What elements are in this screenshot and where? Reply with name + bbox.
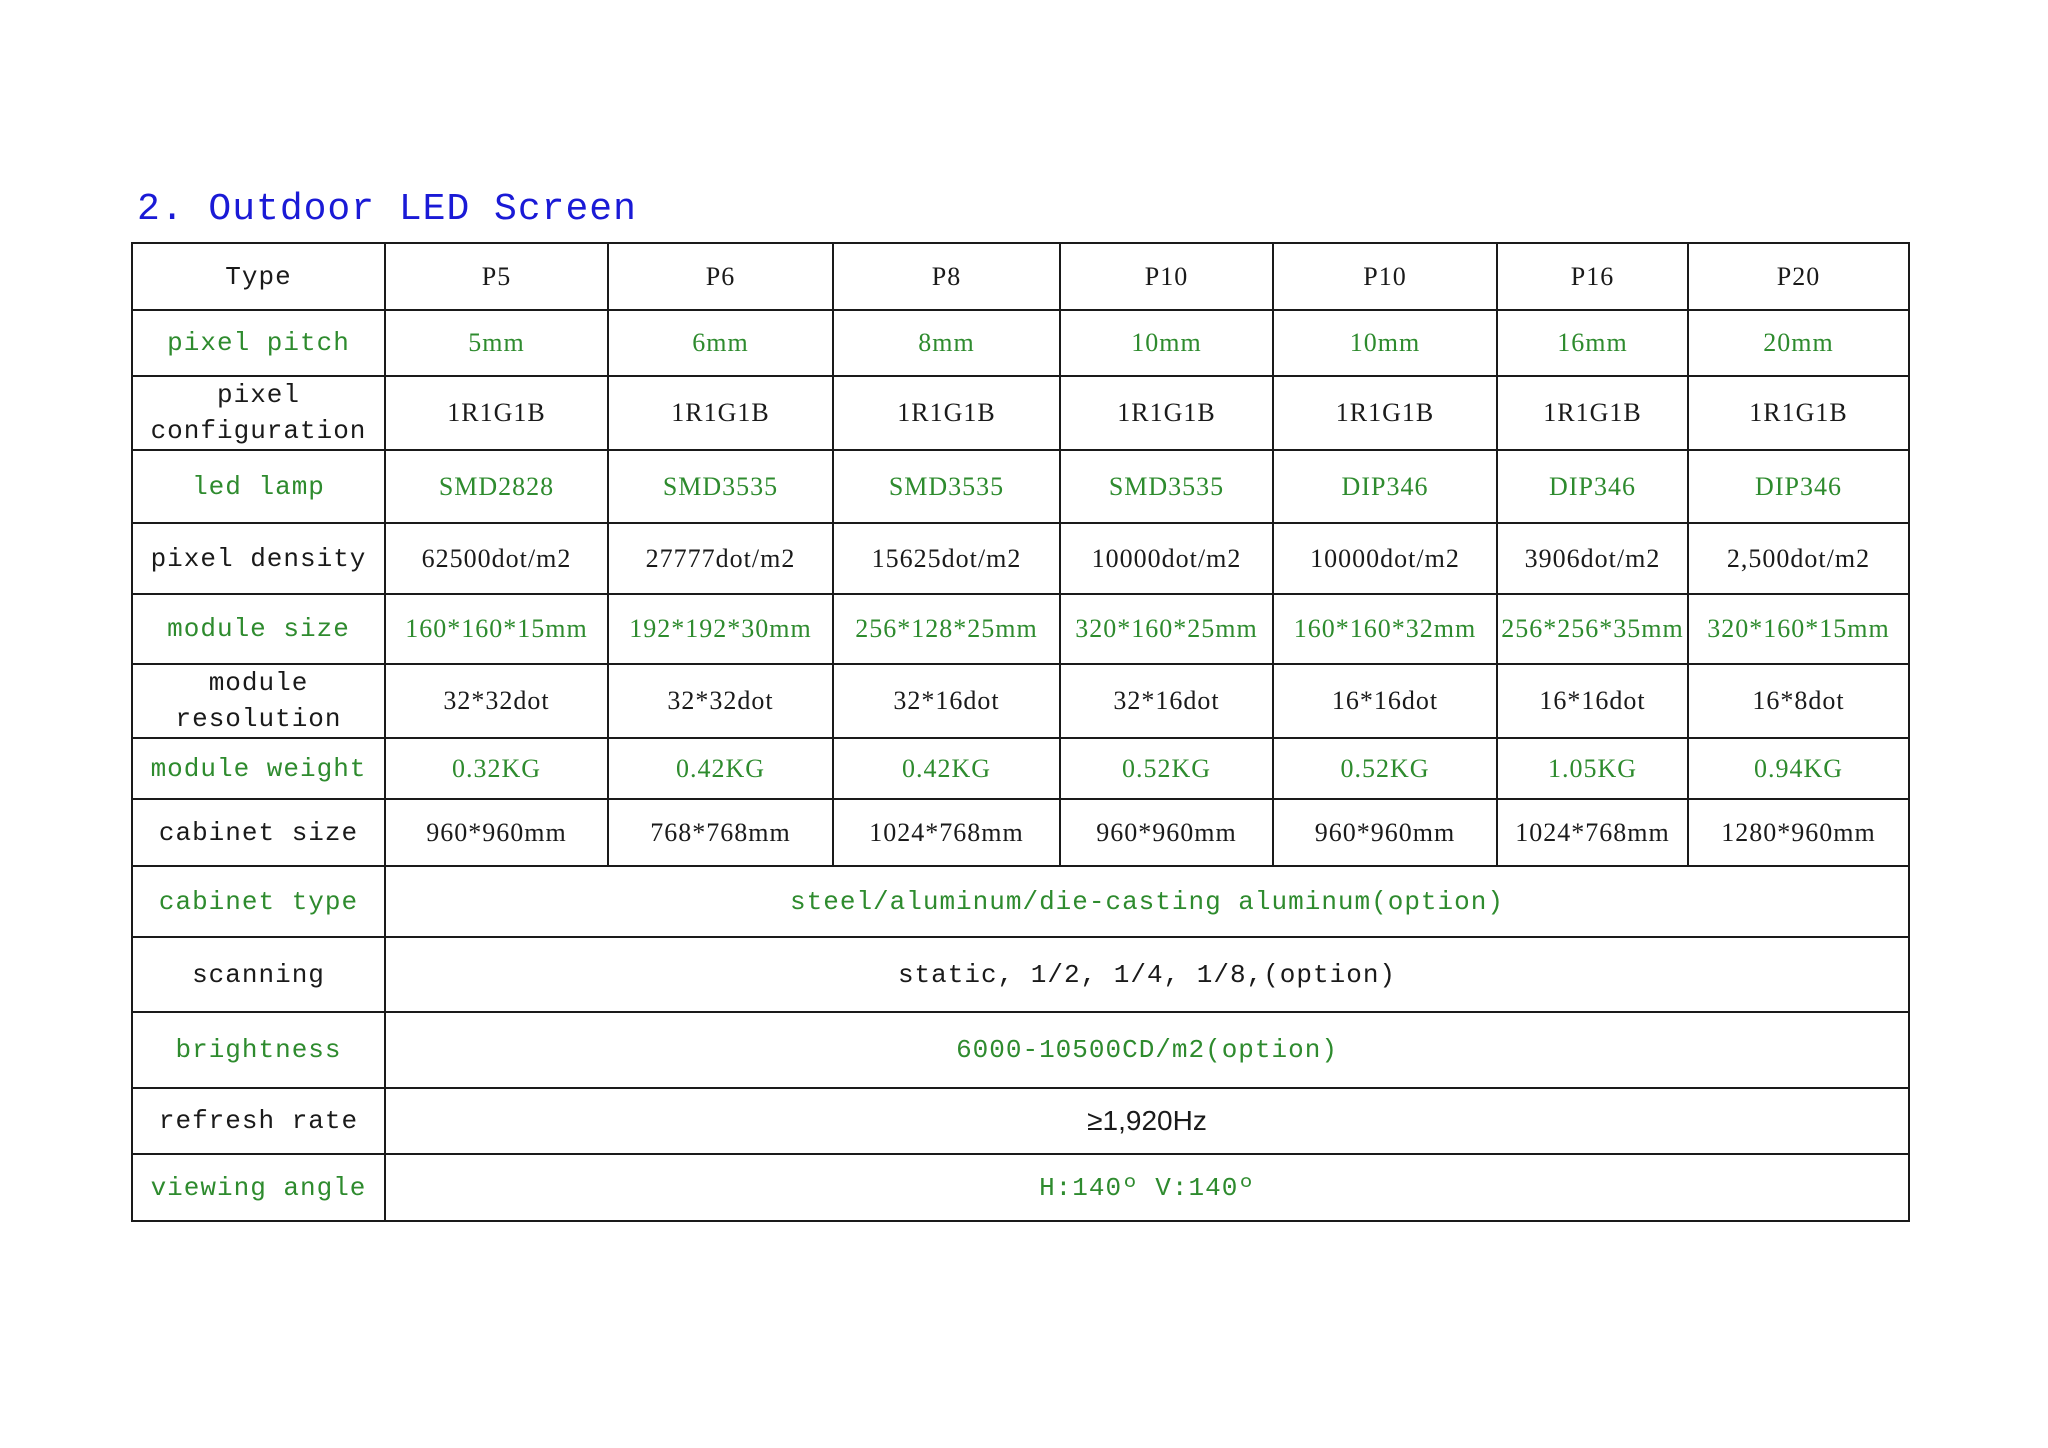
cell-module-weight: 0.52KG: [1273, 738, 1497, 799]
cell-module-resolution: 16*8dot: [1688, 664, 1909, 738]
cell-pixel-configuration: 1R1G1B: [385, 376, 608, 450]
row-label: module resolution: [132, 664, 385, 738]
cell-pixel-pitch: 6mm: [608, 310, 833, 376]
cell-module-size: 256*256*35mm: [1497, 594, 1688, 664]
row-label: viewing angle: [132, 1154, 385, 1221]
cell-type: P10: [1273, 243, 1497, 310]
cell-pixel-configuration: 1R1G1B: [1273, 376, 1497, 450]
cell-cabinet-size: 960*960mm: [385, 799, 608, 866]
cell-pixel-pitch: 8mm: [833, 310, 1060, 376]
cell-pixel-density: 10000dot/m2: [1273, 523, 1497, 594]
row-scanning: [132, 937, 1909, 1012]
cell-type: P16: [1497, 243, 1688, 310]
cell-led-lamp: SMD2828: [385, 450, 608, 523]
cell-refresh-rate: ≥1,920Hz: [385, 1088, 1909, 1154]
cell-module-resolution: 16*16dot: [1497, 664, 1688, 738]
row-pixel-density: [132, 523, 1909, 594]
row-refresh-rate: [132, 1088, 1909, 1154]
cell-led-lamp: SMD3535: [608, 450, 833, 523]
cell-led-lamp: SMD3535: [833, 450, 1060, 523]
cell-pixel-density: 3906dot/m2: [1497, 523, 1688, 594]
row-brightness: [132, 1012, 1909, 1088]
row-label: module weight: [132, 738, 385, 799]
cell-type: P5: [385, 243, 608, 310]
row-label: module size: [132, 594, 385, 664]
cell-module-size: 256*128*25mm: [833, 594, 1060, 664]
cell-pixel-configuration: 1R1G1B: [1060, 376, 1273, 450]
cell-cabinet-size: 1024*768mm: [833, 799, 1060, 866]
cell-pixel-pitch: 20mm: [1688, 310, 1909, 376]
cell-module-resolution: 32*16dot: [833, 664, 1060, 738]
cell-pixel-density: 27777dot/m2: [608, 523, 833, 594]
row-pixel-pitch: [132, 310, 1909, 376]
cell-pixel-pitch: 5mm: [385, 310, 608, 376]
cell-module-resolution: 32*32dot: [385, 664, 608, 738]
cell-pixel-density: 2,500dot/m2: [1688, 523, 1909, 594]
row-module-weight: [132, 738, 1909, 799]
row-label: pixel pitch: [132, 310, 385, 376]
cell-pixel-configuration: 1R1G1B: [1497, 376, 1688, 450]
row-viewing-angle: [132, 1154, 1909, 1221]
row-cabinet-type: [132, 866, 1909, 937]
cell-cabinet-size: 960*960mm: [1060, 799, 1273, 866]
cell-cabinet-size: 1024*768mm: [1497, 799, 1688, 866]
row-label: led lamp: [132, 450, 385, 523]
row-label: cabinet type: [132, 866, 385, 937]
row-label: pixel density: [132, 523, 385, 594]
cell-cabinet-type: steel/aluminum/die-casting aluminum(option): [385, 866, 1909, 937]
cell-module-weight: 1.05KG: [1497, 738, 1688, 799]
row-pixel-configuration: [132, 376, 1909, 450]
cell-pixel-configuration: 1R1G1B: [608, 376, 833, 450]
cell-pixel-configuration: 1R1G1B: [1688, 376, 1909, 450]
cell-led-lamp: DIP346: [1688, 450, 1909, 523]
cell-brightness: 6000-10500CD/m2(option): [385, 1012, 1909, 1088]
cell-scanning: static, 1/2, 1/4, 1/8,(option): [385, 937, 1909, 1012]
cell-module-weight: 0.32KG: [385, 738, 608, 799]
row-label: cabinet size: [132, 799, 385, 866]
cell-pixel-pitch: 16mm: [1497, 310, 1688, 376]
cell-module-size: 160*160*32mm: [1273, 594, 1497, 664]
row-label: Type: [132, 243, 385, 310]
row-label: brightness: [132, 1012, 385, 1088]
cell-pixel-density: 10000dot/m2: [1060, 523, 1273, 594]
cell-led-lamp: SMD3535: [1060, 450, 1273, 523]
cell-module-weight: 0.42KG: [833, 738, 1060, 799]
cell-cabinet-size: 960*960mm: [1273, 799, 1497, 866]
cell-module-weight: 0.42KG: [608, 738, 833, 799]
cell-module-size: 192*192*30mm: [608, 594, 833, 664]
cell-type: P20: [1688, 243, 1909, 310]
cell-module-size: 160*160*15mm: [385, 594, 608, 664]
row-cabinet-size: [132, 799, 1909, 866]
cell-module-weight: 0.52KG: [1060, 738, 1273, 799]
cell-pixel-configuration: 1R1G1B: [833, 376, 1060, 450]
row-module-resolution: [132, 664, 1909, 738]
row-label: refresh rate: [132, 1088, 385, 1154]
cell-module-size: 320*160*25mm: [1060, 594, 1273, 664]
cell-led-lamp: DIP346: [1497, 450, 1688, 523]
cell-module-size: 320*160*15mm: [1688, 594, 1909, 664]
cell-module-resolution: 32*32dot: [608, 664, 833, 738]
cell-module-resolution: 16*16dot: [1273, 664, 1497, 738]
spec-table: [131, 242, 1910, 1222]
row-label: pixel configuration: [132, 376, 385, 450]
row-led-lamp: [132, 450, 1909, 523]
cell-viewing-angle: H:140º V:140º: [385, 1154, 1909, 1221]
cell-module-resolution: 32*16dot: [1060, 664, 1273, 738]
cell-cabinet-size: 768*768mm: [608, 799, 833, 866]
cell-pixel-pitch: 10mm: [1060, 310, 1273, 376]
cell-led-lamp: DIP346: [1273, 450, 1497, 523]
cell-module-weight: 0.94KG: [1688, 738, 1909, 799]
cell-pixel-density: 62500dot/m2: [385, 523, 608, 594]
section-heading: 2. Outdoor LED Screen: [137, 188, 637, 231]
row-module-size: [132, 594, 1909, 664]
cell-pixel-pitch: 10mm: [1273, 310, 1497, 376]
cell-type: P6: [608, 243, 833, 310]
row-label: scanning: [132, 937, 385, 1012]
cell-pixel-density: 15625dot/m2: [833, 523, 1060, 594]
cell-type: P10: [1060, 243, 1273, 310]
row-type: [132, 243, 1909, 310]
cell-type: P8: [833, 243, 1060, 310]
cell-cabinet-size: 1280*960mm: [1688, 799, 1909, 866]
